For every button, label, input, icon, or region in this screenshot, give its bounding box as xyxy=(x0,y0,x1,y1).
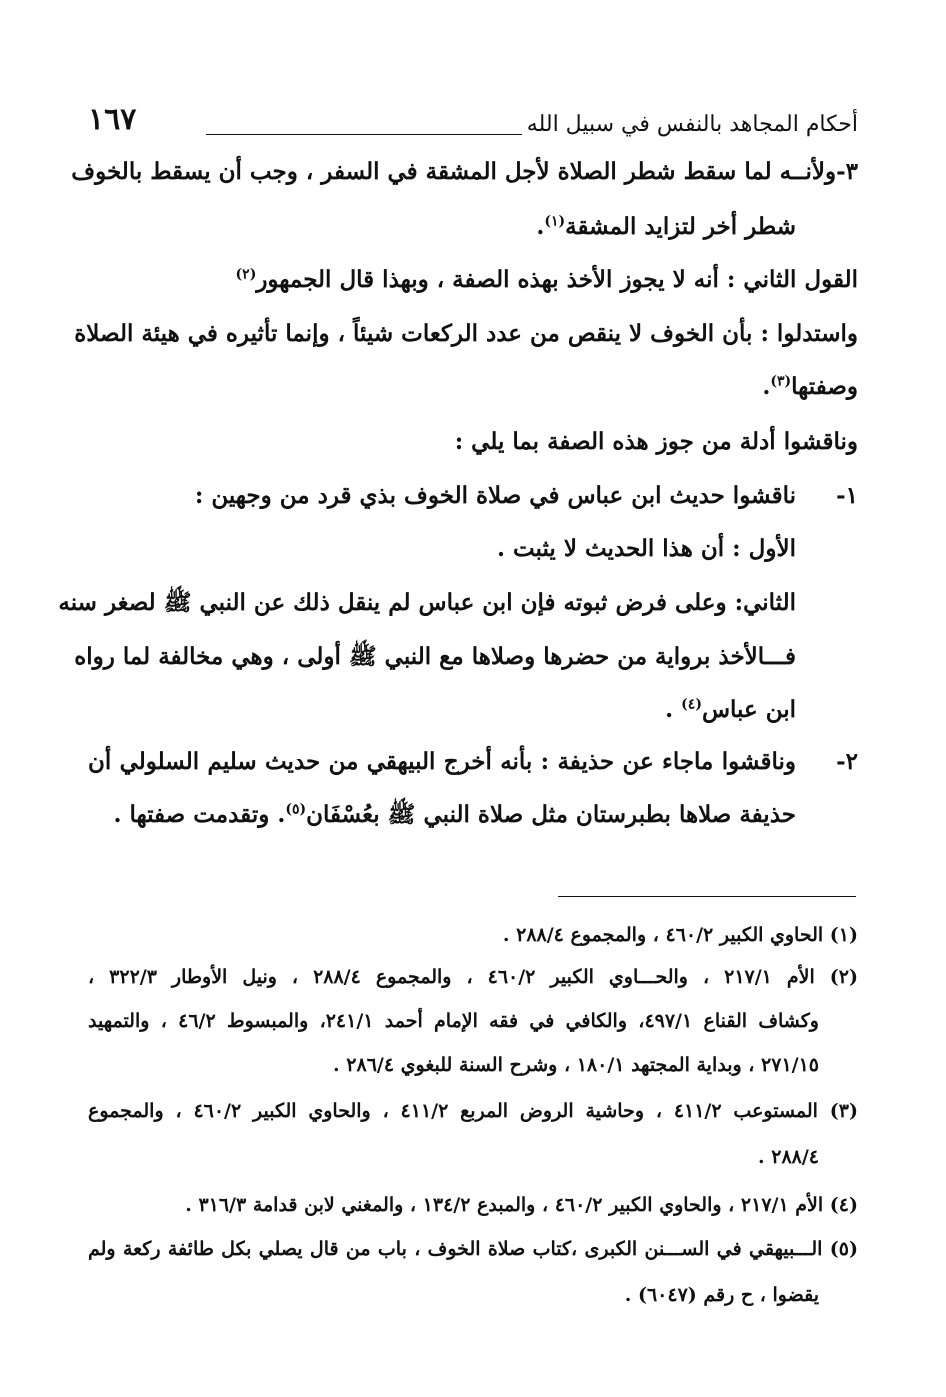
body-line-2 xyxy=(536,213,796,240)
footnote-ref-5: (٥) xyxy=(285,801,307,818)
first-answer: الأول : أن هذا الحديث لا يثبت . xyxy=(496,535,796,562)
item-2-line-2-text: حذيفة صلاها بطبرستان مثل صلاة النبي ﷺ بعُسْفَان xyxy=(306,801,796,828)
page-number: ١٦٧ xyxy=(88,102,137,137)
body-line-3 xyxy=(236,266,858,293)
footnote-separator xyxy=(558,896,856,897)
footnote-2-line-3: ٢٧١/١٥ ، وبداية المجتهد ١٨٠/١ ، وشرح السنة للبغوي ٢٨٦/٤ . xyxy=(333,1054,819,1076)
footnote-ref-3: (٣) xyxy=(770,373,792,390)
footnote-ref-2: (٢) xyxy=(235,266,257,283)
second-answer-line-2: فـــالأخذ برواية من حضرها وصلاها مع النبي ﷺ أولى ، وهي مخالفة لما رواه xyxy=(74,643,796,670)
body-line-2-end: . xyxy=(536,213,545,240)
body-line-5-end: . xyxy=(762,373,771,400)
second-answer-line-3-text: ابن عباس xyxy=(701,696,796,723)
body-line-1: ٣-ولأنــه لما سقط شطر الصلاة لأجل المشقة في السفر ، وجب أن يسقط بالخوف xyxy=(71,158,858,185)
footnote-ref-1: (١) xyxy=(544,213,566,230)
item-1-number: ١- xyxy=(836,482,858,509)
body-line-3-text: القول الثاني : أنه لا يجوز الأخذ بهذه الصفة ، وبهذا قال الجمهور xyxy=(256,266,858,293)
header-rule xyxy=(206,134,522,135)
item-2-line-2-end: . وتقدمت صفتها . xyxy=(113,801,286,828)
item-1-text: ناقشوا حديث ابن عباس في صلاة الخوف بذي قرد من وجهين : xyxy=(194,482,796,509)
footnote-3-line-1: (٣) المستوعب ٤١١/٢ ، وحاشية الروض المربع ٤١١/٢ ، والحاوي الكبير ٤٦٠/٢ ، والمجموع xyxy=(88,1100,859,1122)
body-line-5-text: وصفتها xyxy=(791,373,858,400)
footnote-3-line-2: ٢٨٨/٤ . xyxy=(758,1146,819,1168)
item-2-line-1: وناقشوا ماجاء عن حذيفة : بأنه أخرج البيهقي من حديث سليم السلولي أن xyxy=(88,748,796,775)
footnote-2-line-2: وكشاف القناع ٤٩٧/١، والكافي في فقه الإمام أحمد ٢٤١/١، والمبسوط ٤٦/٢ ، والتمهيد xyxy=(88,1010,819,1032)
second-answer-line-1: الثاني: وعلى فرض ثبوته فإن ابن عباس لم ينقل ذلك عن النبي ﷺ لصغر سنه xyxy=(58,589,796,616)
body-line-5 xyxy=(762,373,858,400)
footnote-2-line-1: (٢) الأم ٢١٧/١ ، والحـــاوي الكبير ٤٦٠/٢ ، والمجموع ٢٨٨/٤ ، ونيل الأوطار ٣٢٢/٣ ، xyxy=(88,966,858,988)
second-answer-line-3-end: . xyxy=(665,696,682,723)
footnote-5-line-1: (٥) الـــبيهقي في الســـنن الكبرى ،كتاب صلاة الخوف ، باب من قال يصلي بكل طائفة ركعة ولم xyxy=(88,1238,858,1260)
footnote-4: (٤) الأم ٢١٧/١ ، والحاوي الكبير ٤٦٠/٢ ، والمبدع ١٣٤/٢ ، والمغني لابن قدامة ٣١٦/٣ . xyxy=(185,1194,858,1216)
body-line-4: واستدلوا : بأن الخوف لا ينقص من عدد الركعات شيئاً ، وإنما تأثيره في هيئة الصلاة xyxy=(74,320,858,347)
footnote-5-line-2: يقضوا ، ح رقم (٦٠٤٧) . xyxy=(624,1284,819,1306)
second-answer-line-3 xyxy=(665,696,796,723)
footnote-1: (١) الحاوي الكبير ٤٦٠/٢ ، والمجموع ٢٨٨/٤ . xyxy=(502,924,858,946)
running-title: أحكام المجاهد بالنفس في سبيل الله xyxy=(526,112,858,137)
body-line-2-text: شطر أخر لتزايد المشقة xyxy=(565,213,796,240)
item-2-number: ٢- xyxy=(836,748,858,775)
item-2-line-2 xyxy=(113,800,796,834)
body-line-6: وناقشوا أدلة من جوز هذه الصفة بما يلي : xyxy=(454,428,858,455)
footnote-ref-4: (٤) xyxy=(681,696,702,713)
